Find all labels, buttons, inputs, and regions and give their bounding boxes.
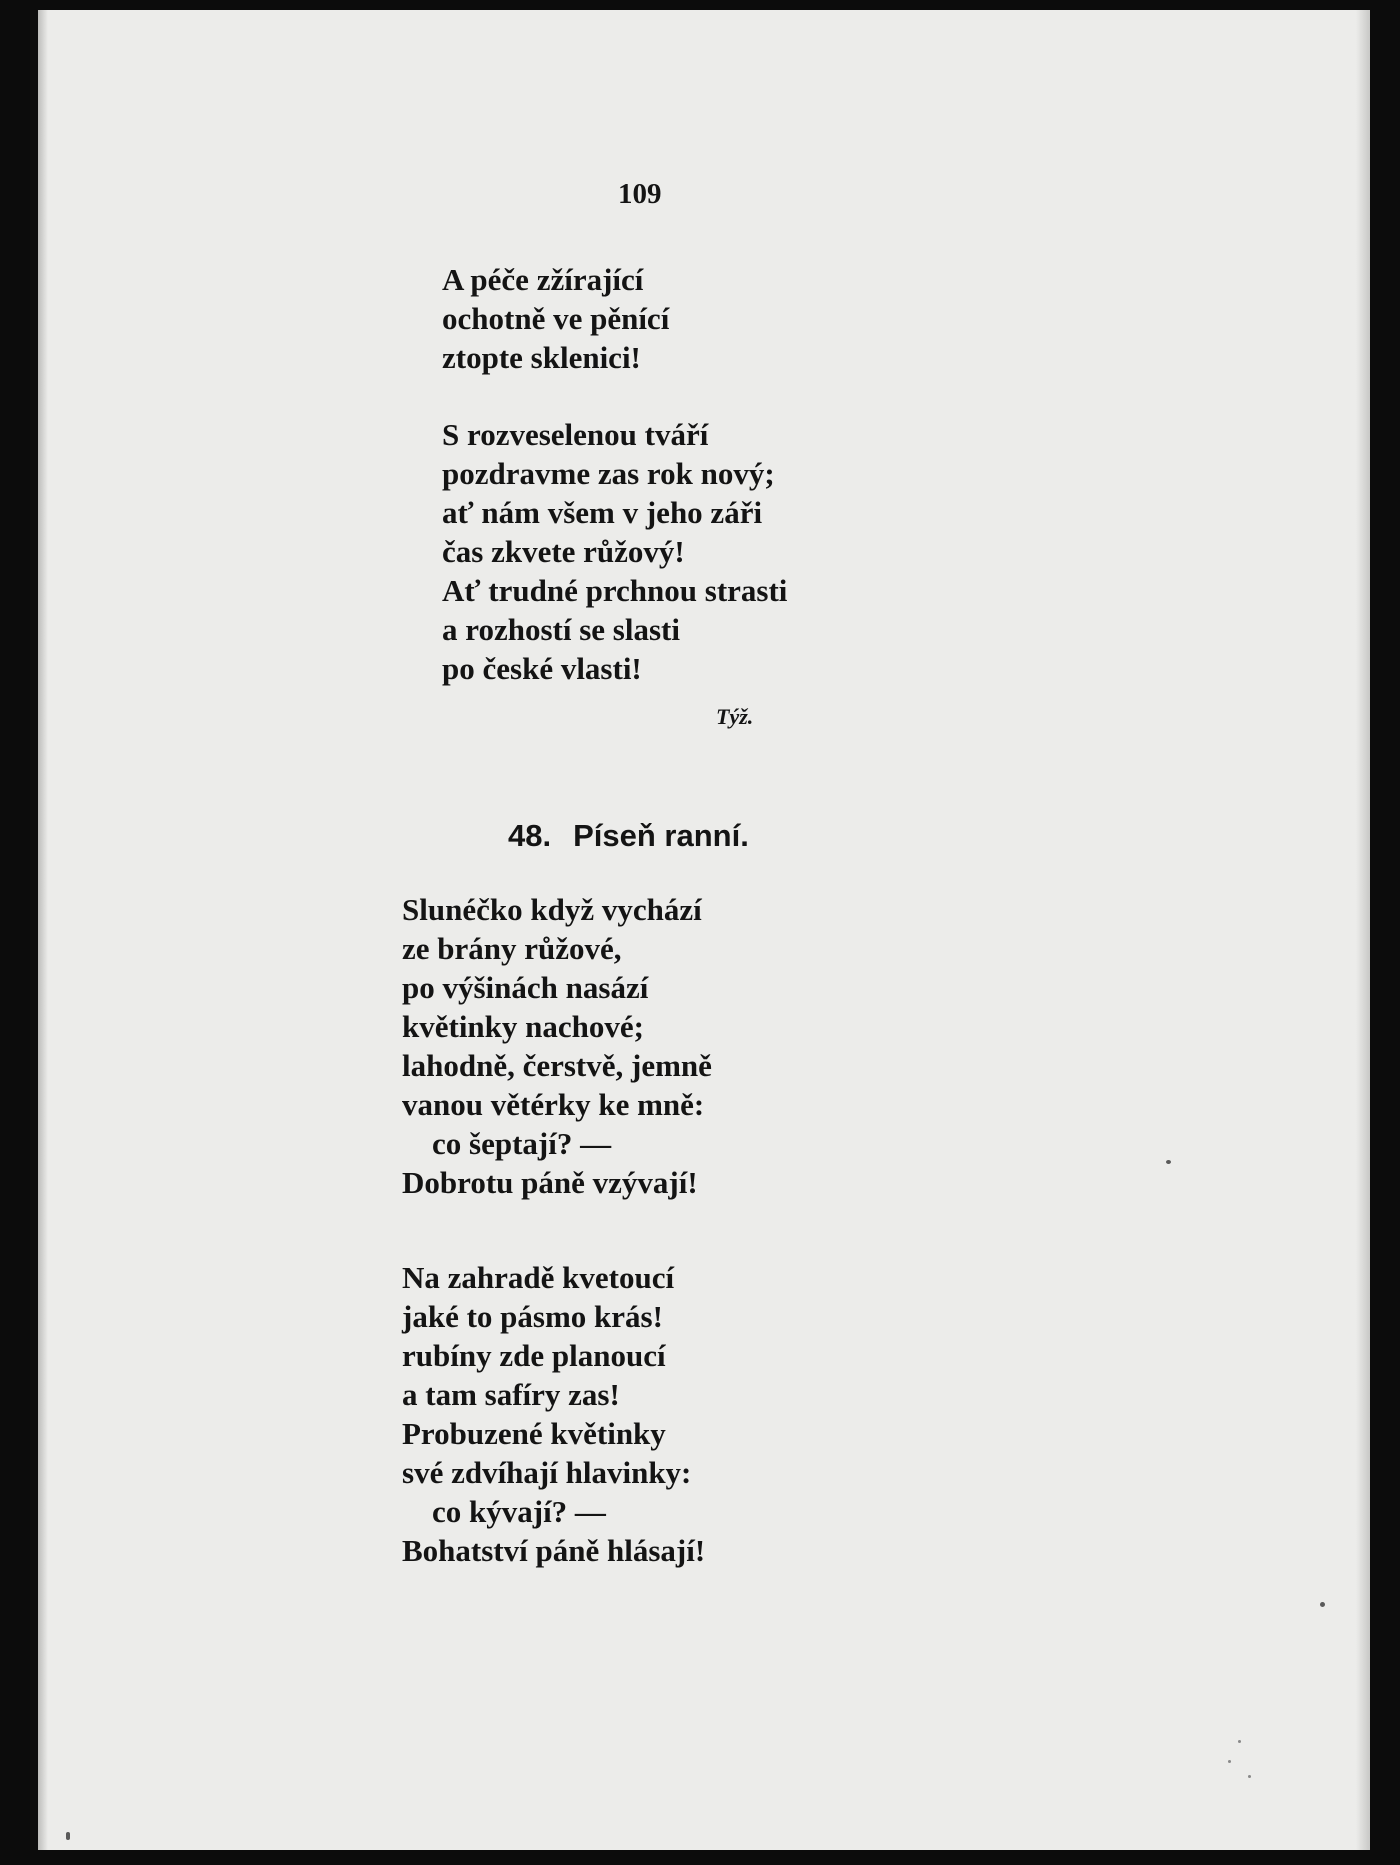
verse-line: lahodně, čerstvě, jemně [402,1048,712,1083]
verse-line: Ať trudné prchnou strasti [442,573,788,608]
verse-line: ochotně ve pěnící [442,301,670,336]
scan-speck [1166,1160,1171,1164]
poem-48-stanza-2 [402,1258,705,1570]
scan-speck [66,1832,70,1840]
verse-line-refrain: co šeptají? — [432,1126,612,1161]
verse-line: čas zkvete růžový! [442,534,685,569]
stanza-continued-2 [442,415,787,688]
verse-line: pozdravme zas rok nový; [442,456,775,491]
verse-line: po výšinách nasází [402,970,649,1005]
verse-line: ztopte sklenici! [442,340,641,375]
scan-speck [1320,1602,1325,1607]
page-edge-shadow-right [1356,10,1370,1850]
verse-line: rubíny zde planoucí [402,1338,666,1373]
verse-line: květinky nachové; [402,1009,644,1044]
scan-speck [1248,1775,1251,1778]
verse-line: ať nám všem v jeho záři [442,495,763,530]
verse-line: Dobrotu páně vzývají! [402,1165,698,1200]
verse-line: jaké to pásmo krás! [402,1299,663,1334]
verse-line: S rozveselenou tváří [442,417,709,452]
verse-line: své zdvíhají hlavinky: [402,1455,692,1490]
page-edge-shadow-left [38,10,48,1850]
verse-line: a rozhostí se slasti [442,612,680,647]
book-page [38,10,1370,1850]
scan-speck [1228,1760,1231,1763]
verse-line: a tam safíry zas! [402,1377,620,1412]
poem-48-stanza-1 [402,890,712,1202]
author-attribution: Týž. [716,704,754,729]
poem-heading [508,818,749,854]
verse-line: Slunéčko když vychází [402,892,702,927]
verse-line-refrain: co kývají? — [432,1494,606,1529]
page-number: 109 [618,178,662,210]
poem-title: Píseň ranní. [573,818,749,853]
verse-line: Na zahradě kvetoucí [402,1260,675,1295]
verse-line: Probuzené květinky [402,1416,666,1451]
verse-line: A péče zžírající [442,262,644,297]
verse-line: vanou větérky ke mně: [402,1087,705,1122]
verse-line: po české vlasti! [442,651,642,686]
poem-number: 48. [508,818,552,853]
scan-speck [1238,1740,1241,1743]
verse-line: Bohatství páně hlásají! [402,1533,706,1568]
verse-line: ze brány růžové, [402,931,622,966]
stanza-continued-1 [442,260,669,377]
